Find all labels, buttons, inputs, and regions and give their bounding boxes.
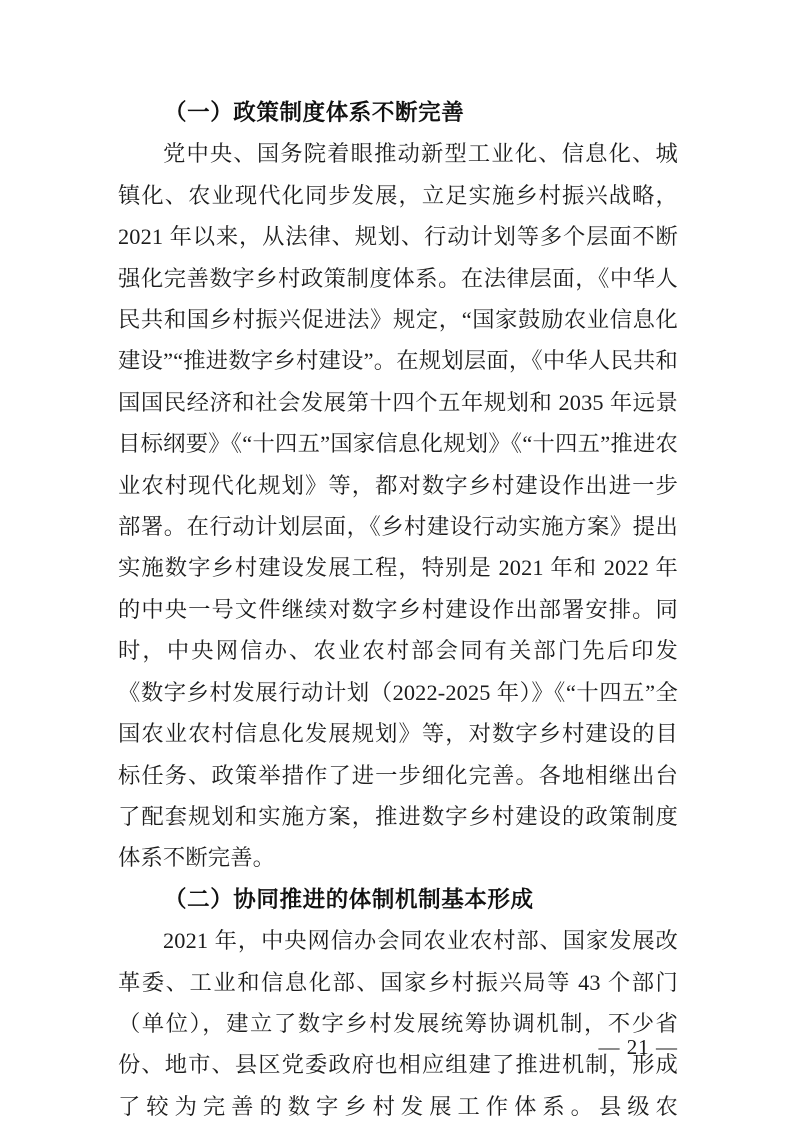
page-number: — 21 —: [598, 1035, 678, 1059]
section-one-paragraph: 党中央、国务院着眼推动新型工业化、信息化、城镇化、农业现代化同步发展，立足实施乡村振兴战略，2021 年以来，从法律、规划、行动计划等多个层面不断强化完善数字乡村政策制度体系。在法律层面，《中华人民共和国乡村振兴促进法》规定，“国家鼓励农业信息化建设”“推进数字乡村建设”。在规划层面，《中华人民共和国国民经济和社会发展第十四个五年规划和 2035 年远景目标纲要》《“十四五”国家信息化规划》《“十四五”推进农业农村现代化规划》等，都对数字乡村建设作出进一步部署。在行动计划层面，《乡村建设行动实施方案》提出实施数字乡村建设发展工程，特别是 2021 年和 2022 年的中央一号文件继续对数字乡村建设作出部署安排。同时，中央网信办、农业农村部会同有关部门先后印发《数字乡村发展行动计划（2022-2025 年）》《“十四五”全国农业农村信息化发展规划》等，对数字乡村建设的目标任务、政策举措作了进一步细化完善。各地相继出台了配套规划和实施方案，推进数字乡村建设的政策制度体系不断完善。: [118, 141, 678, 871]
document-body: [118, 92, 678, 1122]
section-two-paragraph: 2021 年，中央网信办会同农业农村部、国家发展改革委、工业和信息化部、国家乡村振兴局等 43 个部门（单位），建立了数字乡村发展统筹协调机制，不少省份、地市、县区党委政府也相应组建了推进机制，形成了较为完善的数字乡村发展工作体系。县级农: [118, 928, 678, 1119]
section-heading-two: （二）协同推进的体制机制基本形成: [164, 886, 534, 912]
section-heading-one: （一）政策制度体系不断完善: [164, 100, 465, 125]
